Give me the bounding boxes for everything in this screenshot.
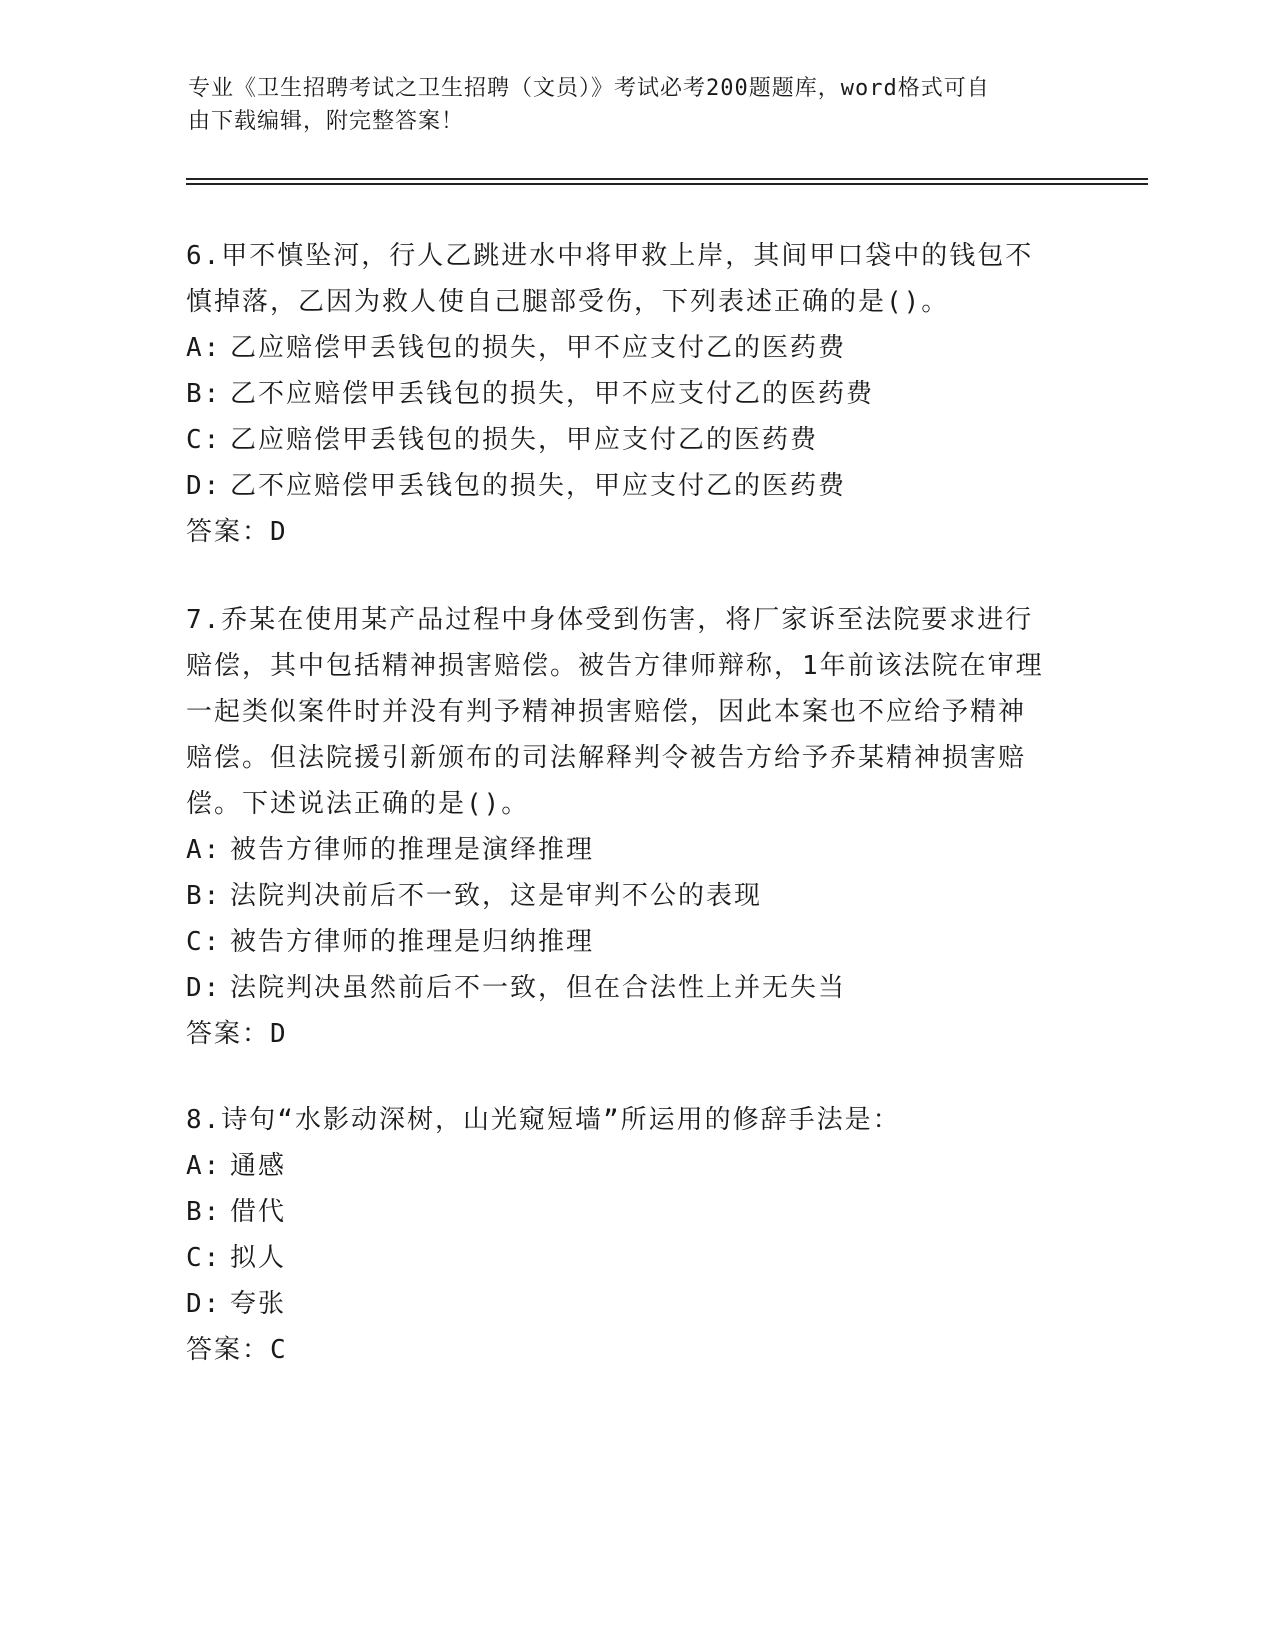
option-text: 拟人 xyxy=(230,1243,287,1273)
option-key: A: xyxy=(186,835,222,865)
option-key: B: xyxy=(186,379,222,409)
option-c xyxy=(186,417,1086,463)
option-key: B: xyxy=(186,1197,222,1227)
option-b xyxy=(186,1189,1086,1235)
option-a xyxy=(186,325,1086,371)
header-divider-bottom xyxy=(186,183,1148,185)
option-text: 乙应赔偿甲丢钱包的损失，甲不应支付乙的医药费 xyxy=(230,333,847,363)
question-stem-line: 偿。下述说法正确的是()。 xyxy=(186,789,530,819)
question-stem-line: 7.乔某在使用某产品过程中身体受到伤害，将厂家诉至法院要求进行 xyxy=(186,605,1034,635)
question-7 xyxy=(186,597,1086,1057)
question-stem-line: 赔偿。但法院援引新颁布的司法解释判令被告方给予乔某精神损害赔 xyxy=(186,743,1027,773)
option-text: 被告方律师的推理是归纳推理 xyxy=(230,927,595,957)
option-d xyxy=(186,965,1086,1011)
option-b xyxy=(186,371,1086,417)
option-d xyxy=(186,463,1086,509)
option-text: 夸张 xyxy=(230,1289,287,1319)
option-c xyxy=(186,1235,1086,1281)
question-stem-line: 一起类似案件时并没有判予精神损害赔偿，因此本案也不应给予精神 xyxy=(186,697,1027,727)
option-text: 通感 xyxy=(230,1151,287,1181)
question-8 xyxy=(186,1097,1086,1373)
header-divider-top xyxy=(186,178,1148,180)
answer-label: 答案：D xyxy=(186,517,288,547)
header-line-2: 由下载编辑，附完整答案！ xyxy=(188,109,465,134)
option-text: 乙应赔偿甲丢钱包的损失，甲应支付乙的医药费 xyxy=(230,425,819,455)
option-b xyxy=(186,873,1086,919)
option-a xyxy=(186,827,1086,873)
option-a xyxy=(186,1143,1086,1189)
option-key: A: xyxy=(186,333,222,363)
document-header xyxy=(188,72,1088,138)
option-key: B: xyxy=(186,881,222,911)
question-stem-line: 6.甲不慎坠河，行人乙跳进水中将甲救上岸，其间甲口袋中的钱包不 xyxy=(186,241,1034,271)
option-c xyxy=(186,919,1086,965)
option-text: 借代 xyxy=(230,1197,287,1227)
option-key: A: xyxy=(186,1151,222,1181)
option-key: D: xyxy=(186,471,222,501)
question-stem-line: 慎掉落，乙因为救人使自己腿部受伤，下列表述正确的是()。 xyxy=(186,287,950,317)
option-key: C: xyxy=(186,425,222,455)
option-key: C: xyxy=(186,927,222,957)
question-stem-line: 8.诗句“水影动深树，山光窥短墙”所运用的修辞手法是： xyxy=(186,1105,901,1135)
question-6 xyxy=(186,233,1086,555)
option-text: 法院判决前后不一致，这是审判不公的表现 xyxy=(230,881,763,911)
option-text: 法院判决虽然前后不一致，但在合法性上并无失当 xyxy=(230,973,847,1003)
option-text: 被告方律师的推理是演绎推理 xyxy=(230,835,595,865)
header-line-1: 专业《卫生招聘考试之卫生招聘（文员）》考试必考200题题库，word格式可自 xyxy=(188,76,990,101)
question-stem-line: 赔偿，其中包括精神损害赔偿。被告方律师辩称，1年前该法院在审理 xyxy=(186,651,1044,681)
option-text: 乙不应赔偿甲丢钱包的损失，甲应支付乙的医药费 xyxy=(230,471,847,501)
option-key: D: xyxy=(186,973,222,1003)
option-key: C: xyxy=(186,1243,222,1273)
answer-label: 答案：D xyxy=(186,1019,288,1049)
option-text: 乙不应赔偿甲丢钱包的损失，甲不应支付乙的医药费 xyxy=(230,379,875,409)
option-key: D: xyxy=(186,1289,222,1319)
answer-label: 答案：C xyxy=(186,1335,288,1365)
option-d xyxy=(186,1281,1086,1327)
